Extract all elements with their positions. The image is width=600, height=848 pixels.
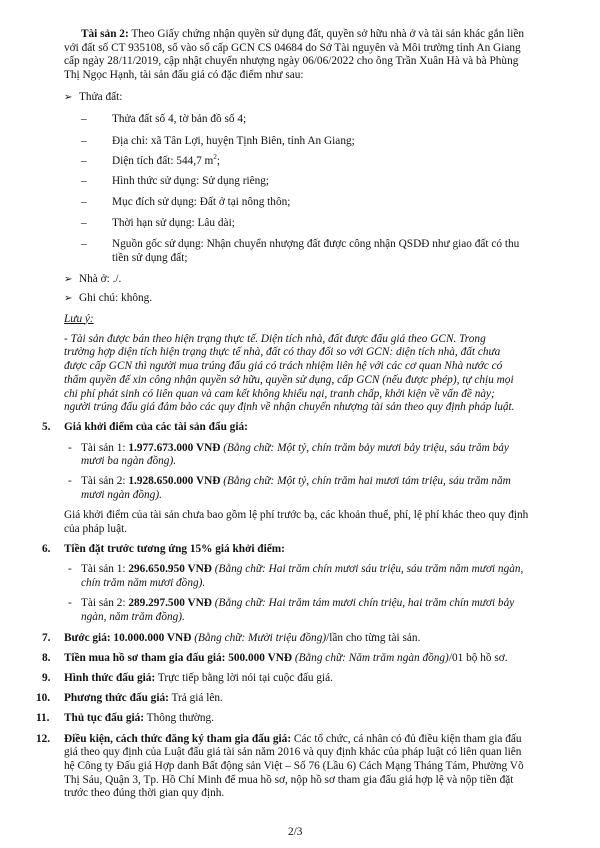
section-6-number: 6. — [42, 543, 51, 556]
section-10-line — [64, 692, 223, 705]
caution-line-4: thẩm quyền để xin công nhận quyền sở hữu, quyền sử dụng, cấp GCN (nếu được phép), tự chịu mọi — [64, 373, 514, 386]
asset2-intro-line-4: Thị Ngọc Hạnh, tài sản đấu giá có đặc điểm như sau: — [64, 69, 304, 82]
land-item-origin-cont: tiền sử dụng đất; — [112, 252, 188, 265]
caution-line-2: trường hợp diện tích hiện trạng thực tế nhà, đất có thay đổi so với GCN: diện tích nhà, đất chưa — [64, 346, 501, 359]
arrow-bullet-icon: ➢ — [64, 293, 73, 305]
section-12-line-1 — [64, 733, 522, 746]
section-8-number: 8. — [42, 652, 51, 665]
dash-bullet-icon: - — [68, 597, 72, 610]
asset2-intro-line-3: cấp ngày 28/11/2019, cập nhật chuyển nhượng ngày 06/06/2022 cho ông Trần Xuân Hà và bà Phùng — [64, 55, 519, 68]
dash-bullet-icon: - — [68, 441, 72, 454]
page-number: 2/3 — [288, 826, 303, 838]
s5-asset1-value: 1.977.673.000 VNĐ — [128, 441, 221, 454]
land-item-origin: Nguồn gốc sử dụng: Nhận chuyển nhượng đất được công nhận QSDĐ như giao đất có thu — [112, 238, 520, 251]
s5-asset1-label: Tài sản 1: — [81, 441, 129, 454]
asset2-intro-line-2: với đất số CT 935108, số vào sổ cấp GCN CS 04684 do Sở Tài nguyên và Môi trường tỉnh An Giang — [64, 41, 521, 54]
dash-bullet-icon: – — [81, 135, 87, 148]
s5-asset1-line-1 — [81, 442, 509, 455]
s5-asset2-label: Tài sản 2: — [81, 475, 129, 488]
s7-words: (Bằng chữ: Mười triệu đồng) — [191, 631, 327, 644]
s6-asset1-value: 296.650.950 VNĐ — [128, 563, 212, 576]
section-6-title: Tiền đặt trước tương ứng 15% giá khởi điểm: — [64, 543, 285, 556]
section-5-title: Giá khởi điểm của các tài sản đấu giá: — [64, 421, 248, 434]
dash-bullet-icon: – — [81, 238, 87, 251]
section-5-number: 5. — [42, 421, 51, 434]
dash-bullet-icon: – — [81, 217, 87, 230]
dash-bullet-icon: - — [68, 563, 72, 576]
section-9-number: 9. — [42, 672, 51, 685]
s6-asset2-line-1 — [81, 597, 514, 610]
s10-value: Trả giá lên. — [168, 692, 223, 705]
s8-tail: /01 bộ hồ sơ. — [448, 652, 508, 665]
s7-tail: /lần cho từng tài sản. — [326, 631, 421, 644]
s10-label: Phương thức đấu giá: — [64, 692, 169, 705]
dash-bullet-icon: - — [68, 475, 72, 488]
arrow-bullet-icon: ➢ — [64, 274, 73, 286]
section-9-line — [64, 672, 333, 685]
s6-asset2-label: Tài sản 2: — [81, 597, 129, 610]
caution-line-5: chi phí phát sinh có liên quan và cam kết không khiếu nại, tranh chấp, khởi kiện về vấn đề này; — [64, 387, 495, 400]
house: Nhà ở: ./. — [79, 273, 122, 286]
land-item-usage-form: Hình thức sử dụng: Sử dụng riêng; — [112, 175, 270, 188]
s5-asset1-line-2: mươi ba ngàn đồng). — [81, 455, 177, 468]
s7-label: Bước giá: 10.000.000 VNĐ — [64, 631, 192, 644]
asset2-label: Tài sản 2: — [81, 28, 129, 40]
dash-bullet-icon: – — [81, 113, 87, 126]
caution-line-6: người trúng đấu giá đảm bảo các quy định về nhận chuyển nhượng tài sản theo quy định pháp luật. — [64, 401, 515, 414]
section-11-line — [64, 712, 214, 725]
section-7-line — [64, 632, 420, 645]
s6-asset2-line-2: ngàn, năm trăm đồng). — [81, 610, 185, 623]
s6-asset1-words: (Bằng chữ: Hai trăm chín mươi sáu triệu, sáu trăm năm mươi ngàn, — [211, 563, 524, 576]
land-area-text: Diện tích đất: 544,7 m — [112, 155, 214, 168]
land-item-purpose: Mục đích sử dụng: Đất ở tại nông thôn; — [112, 196, 291, 209]
section-12-line-4: Thị Sáu, Quận 3, Tp. Hồ Chí Minh để mua hồ sơ, nộp hồ sơ tham gia đấu giá hợp lệ và nộp tiền đặt — [64, 773, 514, 786]
s6-asset2-value: 289.297.500 VNĐ — [128, 597, 212, 610]
s5-asset2-line-1 — [81, 475, 511, 488]
section-12-line-2: giá theo quy định của Luật đấu giá tài sản năm 2016 và quy định khác của pháp luật có liên quan liên — [64, 746, 522, 759]
s6-asset1-line-1 — [81, 563, 523, 576]
asset2-text: Theo Giấy chứng nhận quyền sử dụng đất, quyền sở hữu nhà ở và tài sản khác gắn liền — [128, 28, 525, 40]
s5-asset2-value: 1.928.650.000 VNĐ — [128, 475, 221, 488]
land-item-area — [112, 155, 220, 168]
s11-label: Thủ tục đấu giá: — [64, 712, 145, 725]
section-11-number: 11. — [36, 712, 50, 725]
dash-bullet-icon: – — [81, 155, 87, 168]
land-item-address: Địa chỉ: xã Tân Lợi, huyện Tịnh Biên, tỉnh An Giang; — [112, 135, 355, 148]
land-item-parcel: Thửa đất số 4, tờ bản đồ số 4; — [112, 113, 247, 126]
land-heading: Thửa đất: — [79, 91, 123, 104]
dash-bullet-icon: – — [81, 196, 87, 209]
asset2-intro-line-1 — [81, 28, 524, 41]
arrow-bullet-icon: ➢ — [64, 92, 73, 104]
s6-asset1-label: Tài sản 1: — [81, 563, 129, 576]
s5-note-line-1: Giá khởi điểm của tài sản chưa bao gồm lệ phí trước bạ, các khoản thuế, phí, lệ phí khác theo quy định — [64, 509, 529, 522]
section-12-line-3: hệ Công ty Đấu giá Hợp danh Bất động sản Việt – Số 76 (Lầu 6) Cách Mạng Tháng Tám, Phường Võ — [64, 760, 524, 772]
s6-asset1-line-2: chín trăm năm mươi đồng). — [81, 577, 206, 589]
s8-words: (Bằng chữ: Năm trăm ngàn đồng) — [292, 652, 449, 665]
land-area-sup: 2 — [213, 153, 217, 162]
note: Ghi chú: không. — [79, 292, 153, 305]
s5-asset2-words: (Bằng chữ: Một tỷ, chín trăm hai mươi tám triệu, sáu trăm năm — [220, 475, 511, 488]
s5-asset2-line-2: mươi ngàn đồng). — [81, 489, 162, 502]
dash-bullet-icon: – — [81, 175, 87, 188]
s8-label: Tiền mua hồ sơ tham gia đấu giá: 500.000 VNĐ — [64, 652, 293, 665]
s9-label: Hình thức đấu giá: — [64, 672, 156, 685]
section-8-line — [64, 652, 508, 665]
s12-label: Điều kiện, cách thức đăng ký tham gia đấu giá: — [64, 732, 292, 745]
s11-value: Thông thường. — [144, 712, 214, 725]
section-10-number: 10. — [36, 692, 51, 705]
s6-asset2-words: (Bằng chữ: Hai trăm tám mươi chín triệu, hai trăm chín mươi bảy — [211, 597, 515, 610]
land-area-tail: ; — [216, 155, 220, 168]
land-item-term: Thời hạn sử dụng: Lâu dài; — [112, 217, 235, 230]
caution-heading: Lưu ý: — [64, 312, 94, 325]
s12-text: Các tổ chức, cá nhân có đủ điều kiện tham gia đấu — [291, 732, 522, 745]
caution-line-1: - Tài sản được bán theo hiện trạng thực tế. Diện tích nhà, đất được đấu giá theo GCN. Trong — [64, 332, 486, 345]
s5-note-line-2: của pháp luật. — [64, 523, 128, 535]
section-12-number: 12. — [36, 732, 51, 745]
section-12-line-5: trước theo đúng thời gian quy định. — [64, 787, 225, 800]
caution-line-3: được cấp GCN thì người mua trúng đấu giá có trách nhiệm liên hệ với các cơ quan Nhà nước có — [64, 360, 503, 373]
s9-value: Trực tiếp bằng lời nói tại cuộc đấu giá. — [155, 672, 333, 685]
section-7-number: 7. — [42, 631, 51, 644]
s5-asset1-words: (Bằng chữ: Một tỷ, chín trăm bảy mươi bảy triệu, sáu trăm bảy — [220, 441, 509, 454]
